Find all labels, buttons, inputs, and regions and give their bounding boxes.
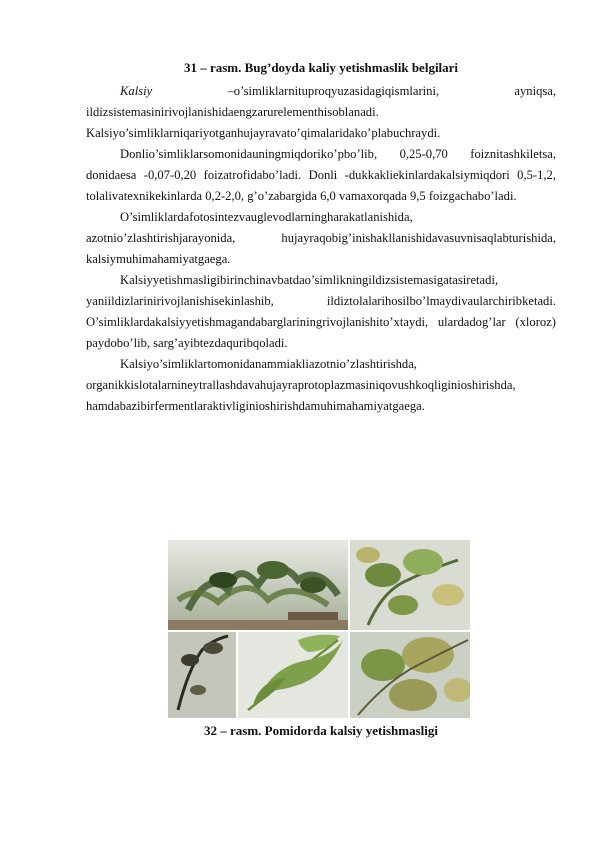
paragraph-1	[86, 81, 556, 144]
paragraph-3-text: O’simliklardafotosintezvauglevodlarningharakatlanishida, azotnio’zlashtirishjarayonida, hujayraqobig’inishakllanishidavasuvnisaqlabturishida, kalsiymuhimahamiyatgaega.	[86, 210, 556, 266]
paragraph-4-text: Kalsiyyetishmasligibirinchinavbatdao’simlikningildizsistemasigatasiretadi, yaniildizlarinirivojlanishisekinlashib, ildiztolalarihosilbo’lmaydivaularchiribketadi. O’simliklardakalsiyyetishmagandabarglariningrivojlanishito’xtaydi, ulardadog’lar (xloroz) paydobo’lib, sarg’ayibtezdaquribqoladi.	[86, 273, 556, 350]
photo-wilted-plant	[168, 540, 348, 630]
term-kalsiy: Kalsiy	[120, 84, 153, 98]
figure-31-caption: 31 – rasm. Bug’doyda kaliy yetishmaslik belgilari	[183, 60, 459, 75]
paragraph-2-text: Donlio’simliklarsomonidauningmiqdoriko’pbo’lib, 0,25-0,70 foiznitashkiletsa, donidaesa -0,07-0,20 foizatrofidabo’ladi. Donli -dukkakliekinlardakalsiymiqdori 0,5-1,2, tolalivatexnikekinlarda 0,2-2,0, g’o’zabargida 6,0 vamaxorqada 9,5 foizgachabo’ladi.	[86, 147, 556, 203]
tomato-calcium-deficiency-photos	[168, 540, 470, 718]
paragraph-3	[86, 207, 556, 270]
photo-dried-leaves	[350, 632, 470, 718]
figure-32-caption: 32 – rasm. Pomidorda kalsiy yetishmasligi	[203, 723, 438, 738]
paragraph-5	[86, 354, 556, 417]
body-text	[86, 81, 556, 417]
photo-green-leaf	[238, 632, 348, 718]
photo-blackened-tips	[168, 632, 236, 718]
paragraph-2	[86, 144, 556, 207]
paragraph-4	[86, 270, 556, 354]
paragraph-5-text: Kalsiyo’simliklartomonidanammiakliazotnio’zlashtirishda, organikkislotalarnineytrallashdavahujayraprotoplazmasiniqovushkoqliginioshirishda, hamdabazibirfermentlaraktivliginioshirishdamuhimahamiyatgaega.	[86, 357, 516, 413]
paragraph-1-text: –o’simliklarnituproqyuzasidagiqismlarini, ayniqsa, ildizsistemasinirivojlanishidaengzarurelementhisoblanadi. Kalsiyo’simliklarniqariyotganhujayravato’qimalaridako’plabuchraydi.	[86, 84, 556, 140]
photo-yellowing-plant	[350, 540, 470, 630]
